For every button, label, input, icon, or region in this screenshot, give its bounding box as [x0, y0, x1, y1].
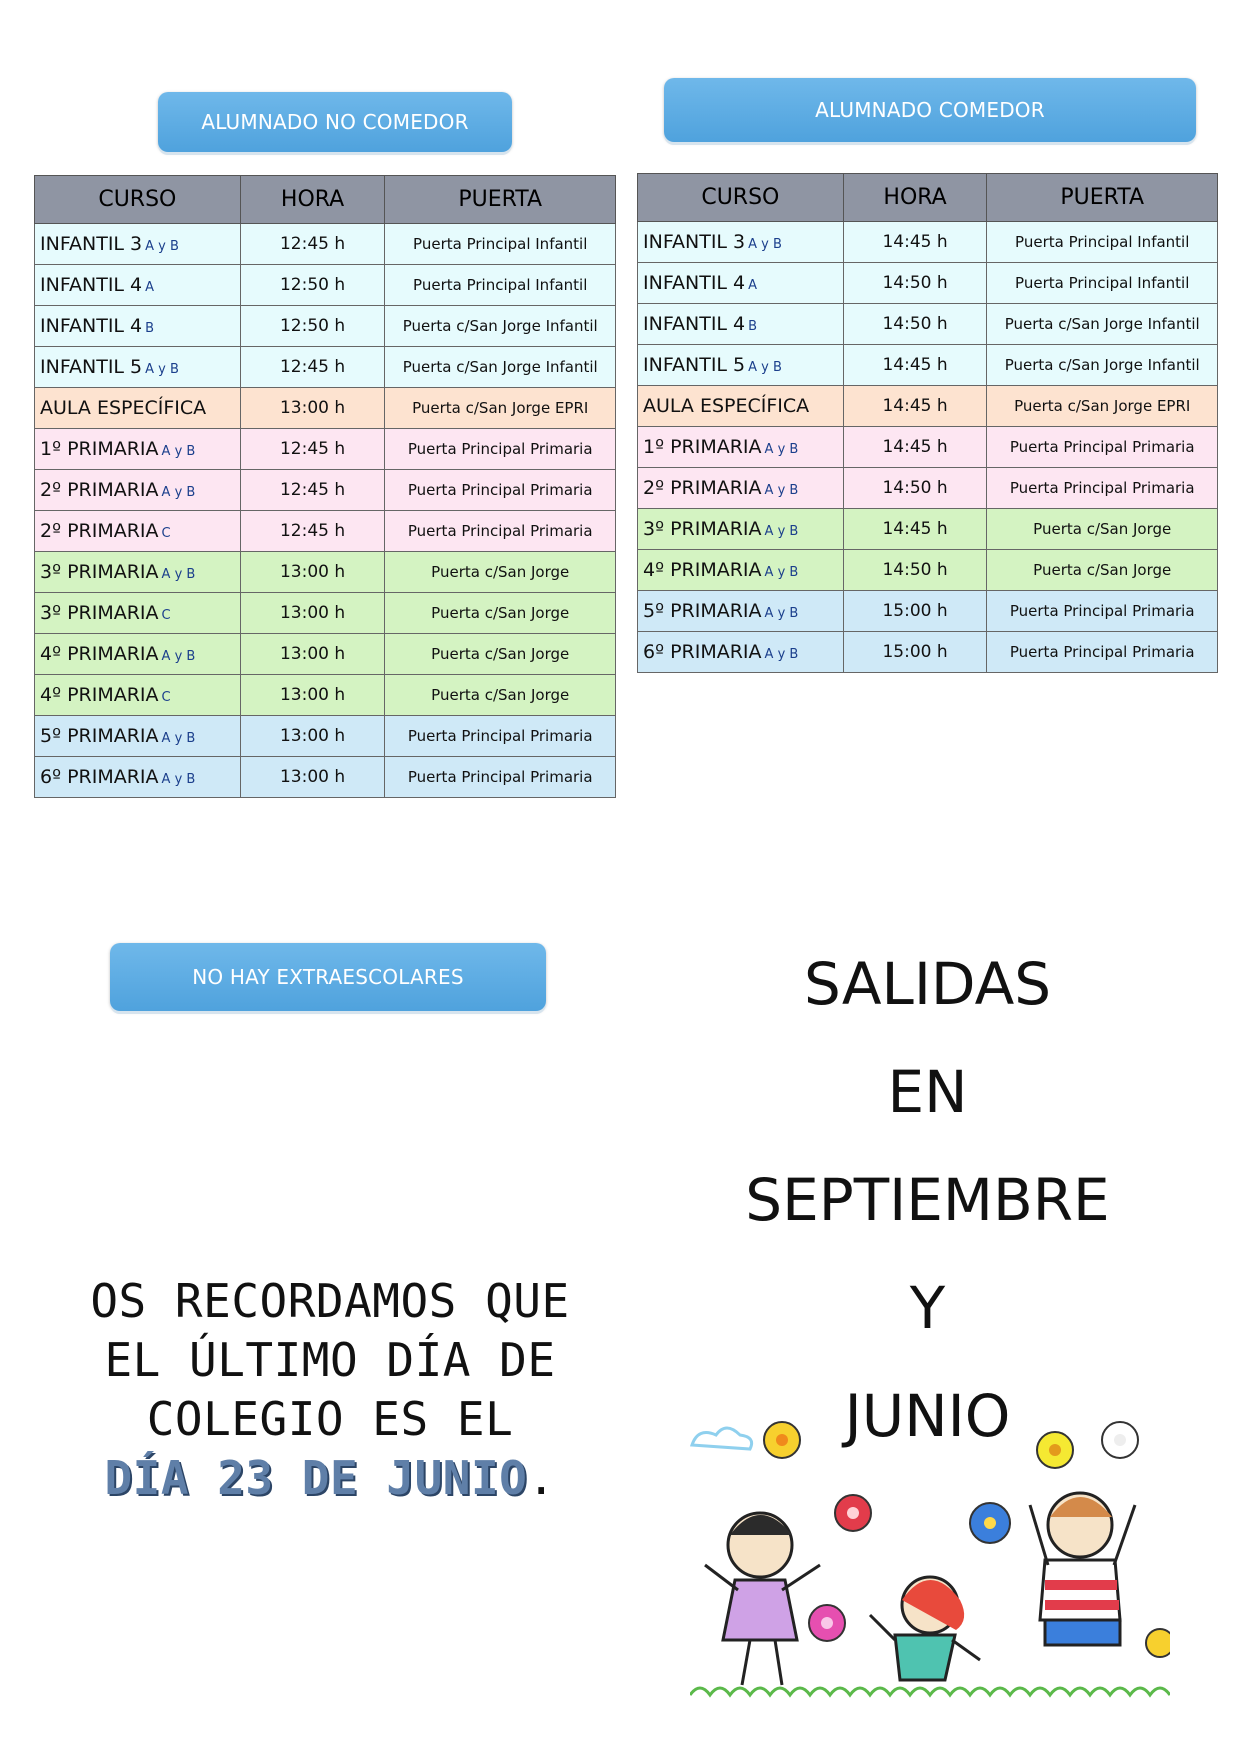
- cell-puerta: Puerta c/San Jorge: [385, 675, 616, 716]
- curso-group: B: [748, 319, 758, 334]
- cell-hora: 13:00 h: [240, 552, 385, 593]
- cell-puerta: Puerta Principal Primaria: [385, 470, 616, 511]
- curso-group: A: [145, 280, 155, 295]
- cell-curso: [35, 347, 241, 388]
- cell-curso: [35, 634, 241, 675]
- cell-hora: 13:00 h: [240, 716, 385, 757]
- curso-name: INFANTIL 4: [643, 272, 746, 294]
- cell-curso: [35, 511, 241, 552]
- header-puerta: PUERTA: [987, 174, 1218, 222]
- reminder-line-date: [40, 1449, 620, 1508]
- table-no-comedor: [34, 175, 616, 798]
- cell-puerta: Puerta c/San Jorge Infantil: [385, 347, 616, 388]
- banner-no-extraescolares-label: NO HAY EXTRAESCOLARES: [192, 965, 464, 989]
- table-row: [638, 509, 1218, 550]
- cell-hora: 12:50 h: [240, 265, 385, 306]
- curso-name: INFANTIL 4: [40, 274, 143, 296]
- curso-group: A y B: [161, 567, 196, 582]
- cell-hora: 13:00 h: [240, 634, 385, 675]
- cell-curso: [35, 265, 241, 306]
- cell-hora: 14:45 h: [843, 427, 987, 468]
- cell-puerta: Puerta c/San Jorge: [385, 634, 616, 675]
- curso-group: A y B: [145, 362, 179, 377]
- cell-hora: 13:00 h: [240, 757, 385, 798]
- cell-puerta: Puerta Principal Primaria: [385, 716, 616, 757]
- cell-curso: [638, 468, 844, 509]
- cell-curso: [35, 757, 241, 798]
- table-row: [638, 591, 1218, 632]
- curso-name: 6º PRIMARIA: [40, 766, 159, 788]
- cell-curso: [638, 427, 844, 468]
- reminder-line: EL ÚLTIMO DÍA DE: [104, 1333, 556, 1387]
- curso-group: A y B: [161, 485, 196, 500]
- curso-group: C: [161, 690, 171, 705]
- table-row: [35, 388, 616, 429]
- cell-hora: 14:50 h: [843, 550, 987, 591]
- header-hora: HORA: [843, 174, 987, 222]
- table-row: [638, 345, 1218, 386]
- cell-puerta: Puerta Principal Infantil: [385, 224, 616, 265]
- table-row: [35, 470, 616, 511]
- curso-group: A y B: [764, 524, 799, 539]
- cell-puerta: Puerta Principal Primaria: [385, 511, 616, 552]
- curso-name: 4º PRIMARIA: [40, 643, 159, 665]
- table-row: [638, 468, 1218, 509]
- salidas-line: SALIDAS: [803, 950, 1052, 1018]
- curso-name: INFANTIL 4: [643, 313, 746, 335]
- reminder-period: .: [527, 1451, 556, 1505]
- cell-puerta: Puerta c/San Jorge Infantil: [987, 345, 1218, 386]
- curso-group: A y B: [161, 444, 196, 459]
- curso-group: A y B: [764, 442, 799, 457]
- cell-curso: [638, 304, 844, 345]
- curso-name: 5º PRIMARIA: [643, 600, 762, 622]
- salidas-line: JUNIO: [844, 1382, 1011, 1450]
- curso-group: A y B: [764, 565, 799, 580]
- cell-hora: 13:00 h: [240, 388, 385, 429]
- curso-name: 5º PRIMARIA: [40, 725, 159, 747]
- table-row: [35, 511, 616, 552]
- cell-curso: [638, 345, 844, 386]
- cell-puerta: Puerta Principal Primaria: [987, 468, 1218, 509]
- curso-group: A y B: [748, 237, 782, 252]
- banner-comedor: [664, 78, 1196, 142]
- cell-hora: 12:45 h: [240, 347, 385, 388]
- curso-group: A y B: [145, 239, 179, 254]
- cell-curso: [35, 388, 241, 429]
- header-puerta: PUERTA: [385, 176, 616, 224]
- curso-name: AULA ESPECÍFICA: [643, 395, 810, 417]
- table-row: [35, 552, 616, 593]
- cell-curso: [35, 675, 241, 716]
- salidas-line: EN: [887, 1058, 968, 1126]
- children-playing-flowers-icon: [690, 1405, 1170, 1705]
- curso-name: INFANTIL 5: [40, 356, 143, 378]
- cell-curso: [35, 593, 241, 634]
- curso-name: INFANTIL 5: [643, 354, 746, 376]
- cell-hora: 12:45 h: [240, 470, 385, 511]
- curso-name: INFANTIL 3: [40, 233, 143, 255]
- cell-puerta: Puerta Principal Primaria: [987, 427, 1218, 468]
- cell-curso: [638, 386, 844, 427]
- table-row: [35, 593, 616, 634]
- cell-curso: [638, 263, 844, 304]
- salidas-line: Y: [909, 1274, 946, 1342]
- header-hora: HORA: [240, 176, 385, 224]
- banner-no-comedor: [158, 92, 512, 152]
- banner-no-extraescolares: [110, 943, 546, 1011]
- cell-hora: 14:45 h: [843, 386, 987, 427]
- cell-puerta: Puerta Principal Primaria: [987, 591, 1218, 632]
- curso-name: 1º PRIMARIA: [40, 438, 159, 460]
- last-day-date: DÍA 23 DE JUNIO: [104, 1451, 528, 1505]
- cell-puerta: Puerta Principal Infantil: [987, 222, 1218, 263]
- curso-group: A y B: [161, 731, 196, 746]
- cell-puerta: Puerta c/San Jorge EPRI: [987, 386, 1218, 427]
- cell-hora: 14:45 h: [843, 222, 987, 263]
- curso-group: A y B: [748, 360, 782, 375]
- banner-no-comedor-label: ALUMNADO NO COMEDOR: [201, 110, 469, 134]
- cell-curso: [638, 632, 844, 673]
- cell-hora: 15:00 h: [843, 591, 987, 632]
- curso-group: A y B: [161, 649, 196, 664]
- cell-puerta: Puerta c/San Jorge: [385, 593, 616, 634]
- cell-curso: [638, 550, 844, 591]
- curso-group: C: [161, 608, 171, 623]
- cell-curso: [35, 470, 241, 511]
- curso-name: 4º PRIMARIA: [643, 559, 762, 581]
- cell-hora: 14:50 h: [843, 304, 987, 345]
- header-curso: CURSO: [638, 174, 844, 222]
- cell-puerta: Puerta Principal Primaria: [385, 757, 616, 798]
- table-header-row: [35, 176, 616, 224]
- table-row: [638, 550, 1218, 591]
- cell-hora: 12:50 h: [240, 306, 385, 347]
- cell-hora: 13:00 h: [240, 593, 385, 634]
- cell-puerta: Puerta Principal Infantil: [987, 263, 1218, 304]
- cell-puerta: Puerta Principal Infantil: [385, 265, 616, 306]
- table-comedor: [637, 173, 1218, 673]
- cell-hora: 14:45 h: [843, 509, 987, 550]
- curso-group: A: [748, 278, 758, 293]
- curso-name: 4º PRIMARIA: [40, 684, 159, 706]
- table-row: [35, 224, 616, 265]
- cell-hora: 12:45 h: [240, 429, 385, 470]
- table-row: [35, 634, 616, 675]
- cell-curso: [638, 591, 844, 632]
- curso-name: 3º PRIMARIA: [40, 602, 159, 624]
- cell-curso: [35, 224, 241, 265]
- cell-hora: 14:50 h: [843, 468, 987, 509]
- curso-group: A y B: [764, 606, 799, 621]
- cell-puerta: Puerta c/San Jorge Infantil: [987, 304, 1218, 345]
- table-row: [638, 304, 1218, 345]
- table-row: [35, 716, 616, 757]
- table-row: [638, 263, 1218, 304]
- curso-group: B: [145, 321, 155, 336]
- table-row: [35, 757, 616, 798]
- curso-name: 2º PRIMARIA: [40, 520, 159, 542]
- cell-puerta: Puerta Principal Primaria: [987, 632, 1218, 673]
- curso-name: 2º PRIMARIA: [643, 477, 762, 499]
- table-row: [638, 427, 1218, 468]
- curso-name: 3º PRIMARIA: [40, 561, 159, 583]
- curso-name: AULA ESPECÍFICA: [40, 397, 207, 419]
- cell-puerta: Puerta c/San Jorge: [385, 552, 616, 593]
- curso-name: INFANTIL 3: [643, 231, 746, 253]
- cell-puerta: Puerta c/San Jorge EPRI: [385, 388, 616, 429]
- curso-group: A y B: [764, 647, 799, 662]
- cell-curso: [35, 429, 241, 470]
- cell-hora: 15:00 h: [843, 632, 987, 673]
- cell-puerta: Puerta c/San Jorge Infantil: [385, 306, 616, 347]
- last-day-reminder: [40, 1272, 620, 1508]
- curso-name: 1º PRIMARIA: [643, 436, 762, 458]
- table-header-row: [638, 174, 1218, 222]
- curso-name: 6º PRIMARIA: [643, 641, 762, 663]
- table-row: [35, 265, 616, 306]
- banner-comedor-label: ALUMNADO COMEDOR: [815, 98, 1045, 122]
- flower-icon: [764, 1422, 800, 1458]
- cell-curso: [35, 306, 241, 347]
- table-row: [638, 386, 1218, 427]
- table-row: [638, 222, 1218, 263]
- curso-group: A y B: [764, 483, 799, 498]
- cell-puerta: Puerta c/San Jorge: [987, 509, 1218, 550]
- cell-curso: [35, 716, 241, 757]
- curso-group: A y B: [161, 772, 196, 787]
- table-row: [35, 675, 616, 716]
- header-curso: CURSO: [35, 176, 241, 224]
- cell-hora: 12:45 h: [240, 224, 385, 265]
- curso-name: 3º PRIMARIA: [643, 518, 762, 540]
- table-row: [35, 306, 616, 347]
- curso-name: 2º PRIMARIA: [40, 479, 159, 501]
- cell-curso: [638, 509, 844, 550]
- cell-hora: 14:50 h: [843, 263, 987, 304]
- curso-group: C: [161, 526, 171, 541]
- cell-hora: 13:00 h: [240, 675, 385, 716]
- cell-curso: [35, 552, 241, 593]
- cell-hora: 14:45 h: [843, 345, 987, 386]
- reminder-line: COLEGIO ES EL: [146, 1392, 514, 1446]
- table-row: [638, 632, 1218, 673]
- table-row: [35, 347, 616, 388]
- cell-curso: [638, 222, 844, 263]
- curso-name: INFANTIL 4: [40, 315, 143, 337]
- cell-puerta: Puerta Principal Primaria: [385, 429, 616, 470]
- table-row: [35, 429, 616, 470]
- reminder-line: OS RECORDAMOS QUE: [90, 1274, 570, 1328]
- cell-hora: 12:45 h: [240, 511, 385, 552]
- salidas-title: [690, 930, 1165, 1470]
- salidas-line: SEPTIEMBRE: [745, 1166, 1110, 1234]
- cell-puerta: Puerta c/San Jorge: [987, 550, 1218, 591]
